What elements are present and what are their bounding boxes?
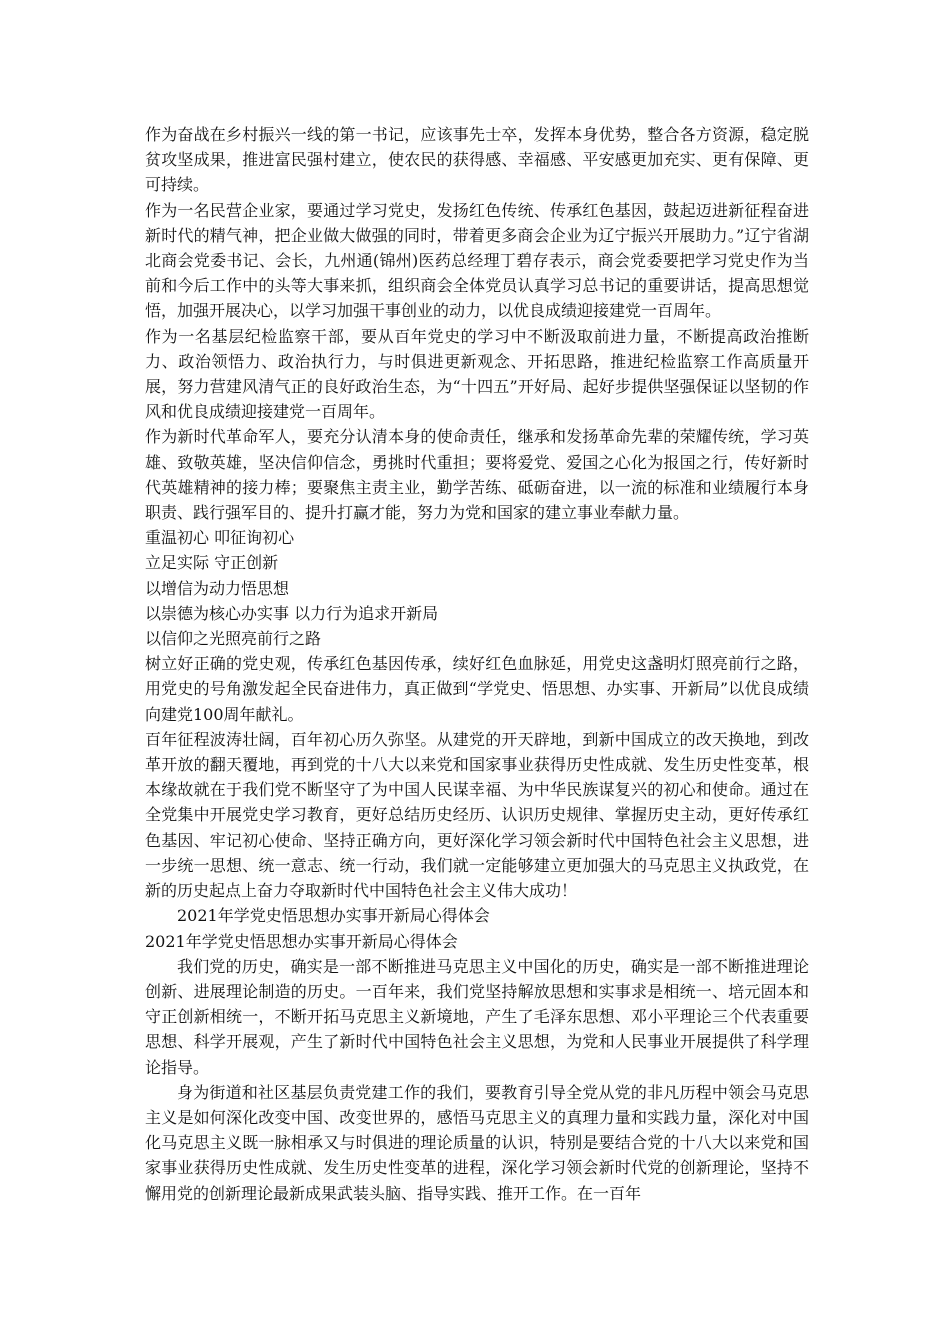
section-heading: 以崇德为核心办实事 以力行为追求开新局: [145, 603, 439, 623]
paragraph: 作为奋战在乡村振兴一线的第一书记，应该事先士卒，发挥本身优势，整合各方资源，稳定脱贫攻坚成果，推进富民强村建立，使农民的获得感、幸福感、平安感更加充实、更有保障、更可持续。: [145, 125, 809, 195]
paragraph: 作为新时代革命军人，要充分认清本身的使命责任，继承和发扬革命先辈的荣耀传统，学习英雄、致敬英雄，坚决信仰信念，勇挑时代重担；要将爱党、爱国之心化为报国之行，传好新时代英雄精神的接力棒；要聚焦主责主业，勤学苦练、砥砺奋进，以一流的标准和业绩履行本身职责、践行强军目的、提升打赢才能，努力为党和国家的建立事业奉献力量。: [145, 427, 809, 523]
section-heading: 重温初心 叩征询初心: [145, 528, 295, 548]
paragraph: 作为一名民营企业家，要通过学习党史，发扬红色传统、传承红色基因，鼓起迈进新征程奋进新时代的精气神，把企业做大做强的同时，带着更多商会企业为辽宁振兴开展助力。”辽宁省湖北商会党委书记、会长，九州通(锦州)医药总经理丁碧存表示，商会党委要把学习党史作为当前和今后工作中的头等大事来抓，组织商会全体党员认真学习总书记的重要讲话，提高思想觉悟，加强开展决心，以学习加强干事创业的动力，以优良成绩迎接建党一百周年。: [145, 200, 809, 321]
section-heading: 以信仰之光照亮前行之路: [145, 629, 322, 649]
section-heading: 立足实际 守正创新: [145, 553, 279, 573]
paragraph: 百年征程波涛壮阔，百年初心历久弥坚。从建党的开天辟地，到新中国成立的改天换地，到改革开放的翻天覆地，再到党的十八大以来党和国家事业获得历史性成就、发生历史性变革，根本缘故就在于我们党不断坚守了为中国人民谋幸福、为中华民族谋复兴的初心和使命。通过在全党集中开展党史学习教育，更好总结历史经历、认识历史规律、掌握历史主动，更好传承红色基因、牢记初心使命、坚持正确方向，更好深化学习领会新时代中国特色社会主义思想，进一步统一思想、统一意志、统一行动，我们就一定能够建立更加强大的马克思主义执政党，在新的历史起点上奋力夺取新时代中国特色社会主义伟大成功！: [145, 729, 809, 901]
paragraph: 身为街道和社区基层负责党建工作的我们，要教育引导全党从党的非凡历程中领会马克思主义是如何深化改变中国、改变世界的，感悟马克思主义的真理力量和实践力量，深化对中国化马克思主义既一脉相承又与时俱进的理论质量的认识，特别是要结合党的十八大以来党和国家事业获得历史性成就、发生历史性变革的进程，深化学习领会新时代党的创新理论，坚持不懈用党的创新理论最新成果武装头脑、指导实践、推开工作。在一百年: [145, 1082, 809, 1203]
document-title: 2021年学党史悟思想办实事开新局心得体会: [177, 906, 490, 926]
document-subtitle: 2021年学党史悟思想办实事开新局心得体会: [145, 931, 458, 951]
section-heading: 以增信为动力悟思想: [145, 578, 290, 598]
paragraph: 树立好正确的党史观，传承红色基因传承，续好红色血脉延，用党史这盏明灯照亮前行之路，用党史的号角激发起全民奋进伟力，真正做到“学党史、悟思想、办实事、开新局”以优良成绩向建党100周年献礼。: [145, 654, 809, 724]
paragraph: 我们党的历史，确实是一部不断推进马克思主义中国化的历史，确实是一部不断推进理论创新、进展理论制造的历史。一百年来，我们党坚持解放思想和实事求是相统一、培元固本和守正创新相统一，不断开拓马克思主义新境地，产生了毛泽东思想、邓小平理论三个代表重要思想、科学开展观，产生了新时代中国特色社会主义思想，为党和人民事业开展提供了科学理论指导。: [145, 956, 809, 1077]
document-body: [145, 122, 809, 1206]
paragraph: 作为一名基层纪检监察干部，要从百年党史的学习中不断汲取前进力量，不断提高政治推断力、政治领悟力、政治执行力，与时俱进更新观念、开拓思路，推进纪检监察工作高质量开展，努力营建风清气正的良好政治生态，为“十四五”开好局、起好步提供坚强保证以坚韧的作风和优良成绩迎接建党一百周年。: [145, 326, 809, 422]
